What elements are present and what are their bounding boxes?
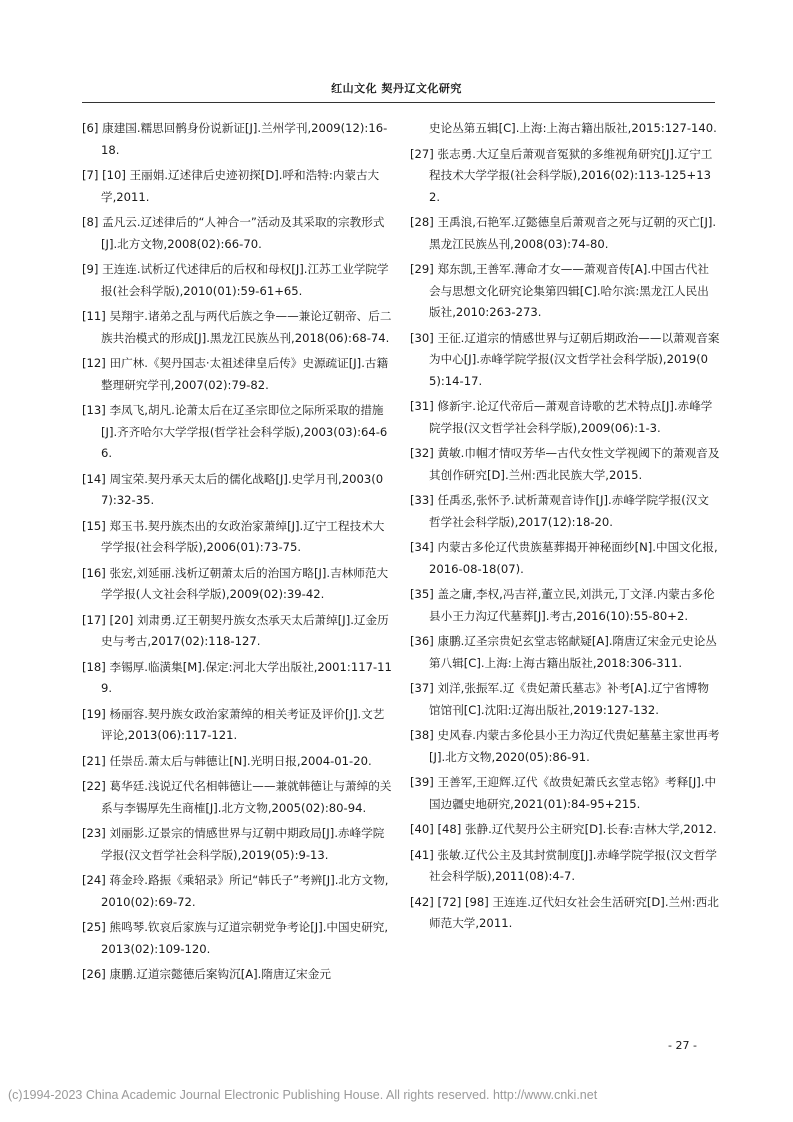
reference-item: [41] 张敏.辽代公主及其封赏制度[J].赤峰学院学报(汉文哲学社会科学版),2011(08):4-7.: [410, 847, 717, 883]
reference-item: [39] 王善军,王迎辉.辽代《故贵妃萧氏玄堂志铭》考释[J].中国边疆史地研究,2021(01):84-95+215.: [410, 775, 717, 811]
reference-item: [38] 史风春.内蒙古多伦县小王力沟辽代贵妃墓墓主家世再考[J].北方文物,2020(05):86-91.: [410, 728, 720, 764]
reference-item: [16] 张宏,刘延丽.浅析辽朝萧太后的治国方略[J].吉林师范大学学报(人文社会科学版),2009(02):39-42.: [82, 565, 389, 601]
reference-item: [13] 李凤飞,胡凡.论萧太后在辽圣宗即位之际所采取的措施[J].齐齐哈尔大学学报(哲学社会科学版),2003(03):64-66.: [82, 403, 388, 460]
reference-item: [18] 李锡厚.临潢集[M].保定:河北大学出版社,2001:117-119.: [82, 659, 392, 695]
header-rule: [82, 102, 715, 103]
reference-item: [14] 周宝荣.契丹承天太后的儒化战略[J].史学月刊,2003(07):32-35.: [82, 471, 384, 507]
reference-item: [42] [72] [98] 王连连.辽代妇女社会生活研究[D].兰州:西北师范大学,2011.: [410, 894, 719, 930]
reference-item: [24] 蒋金玲.路振《乘轺录》所记“韩氏子”考辨[J].北方文物,2010(02):69-72.: [82, 873, 389, 909]
reference-item: [15] 郑玉书.契丹族杰出的女政治家萧绰[J].辽宁工程技术大学学报(社会科学版),2006(01):73-75.: [82, 518, 385, 554]
references-left-column: [82, 118, 392, 990]
running-header: 红山文化 契丹辽文化研究: [331, 82, 462, 95]
reference-item: [6] 康建国.糯思回鹘身份说新证[J].兰州学刊,2009(12):16-18.: [82, 121, 388, 157]
copyright-footer: (c)1994-2023 China Academic Journal Electronic Publishing House. All rights reserved. http://www.cnki.net: [8, 1088, 598, 1102]
reference-item: [17] [20] 刘肃勇.辽王朝契丹族女杰承天太后萧绰[J].辽金历史与考古,2017(02):118-127.: [82, 612, 389, 648]
reference-item: [34] 内蒙古多伦辽代贵族墓葬揭开神秘面纱[N].中国文化报,2016-08-18(07).: [410, 540, 718, 576]
reference-item: [35] 盖之庸,李权,冯吉祥,董立民,刘洪元,丁文泽.内蒙古多伦县小王力沟辽代墓葬[J].考古,2016(10):55-80+2.: [410, 587, 715, 623]
reference-item: [33] 任禹丞,张怀予.试析萧观音诗作[J].赤峰学院学报(汉文哲学社会科学版),2017(12):18-20.: [410, 493, 709, 529]
reference-item: [25] 熊鸣琴.钦哀后家族与辽道宗朝党争考论[J].中国史研究,2013(02):109-120.: [82, 920, 389, 956]
reference-item: [19] 杨丽容.契丹族女政治家萧绰的相关考证及评价[J].文艺评论,2013(06):117-121.: [82, 706, 385, 742]
reference-item: [27] 张志勇.大辽皇后萧观音冤狱的多维视角研究[J].辽宁工程技术大学学报(社会科学版),2016(02):113-125+132.: [410, 146, 713, 204]
reference-item: [37] 刘洋,张振军.辽《贵妃萧氏墓志》补考[A].辽宁省博物馆馆刊[C].沈阳:辽海出版社,2019:127-132.: [410, 681, 709, 717]
reference-continuation: 史论丛第五辑[C].上海:上海古籍出版社,2015:127-140.: [429, 121, 717, 135]
reference-item: [32] 黄敏.巾帼才情叹芳华—古代女性文学视阈下的萧观音及其创作研究[D].兰州:西北民族大学,2015.: [410, 446, 720, 482]
reference-item: [36] 康鹏.辽圣宗贵妃玄堂志铭献疑[A].隋唐辽宋金元史论丛第八辑[C].上海:上海古籍出版社,2018:306-311.: [410, 634, 717, 670]
reference-item: [21] 任崇岳.萧太后与韩德让[N].光明日报,2004-01-20.: [82, 753, 372, 768]
reference-item: [23] 刘丽影.辽景宗的情感世界与辽朝中期政局[J].赤峰学院学报(汉文哲学社会科学版),2019(05):9-13.: [82, 826, 385, 862]
reference-item: [30] 王征.辽道宗的情感世界与辽朝后期政治——以萧观音案为中心[J].赤峰学院学报(汉文哲学社会科学版),2019(05):14-17.: [410, 330, 720, 388]
reference-item: [12] 田广林.《契丹国志·太祖述律皇后传》史源疏证[J].古籍整理研究学刊,2007(02):79-82.: [82, 356, 389, 392]
references-right-column: [410, 118, 720, 939]
reference-item: [11] 吴翔宇.诸弟之乱与两代后族之争——兼论辽朝帝、后二族共治模式的形成[J].黑龙江民族丛刊,2018(06):68-74.: [82, 309, 392, 345]
reference-item: [31] 修新宇.论辽代帝后—萧观音诗歌的艺术特点[J].赤峰学院学报(汉文哲学社会科学版),2009(06):1-3.: [410, 399, 713, 435]
reference-item: [7] [10] 王丽娟.辽述律后史迹初探[D].呼和浩特:内蒙古大学,2011.: [82, 168, 380, 204]
reference-item: [26] 康鹏.辽道宗懿德后案钩沉[A].隋唐辽宋金元: [82, 967, 331, 981]
reference-item: [22] 葛华廷.浅说辽代名相韩德让——兼就韩德让与萧绰的关系与李锡厚先生商榷[J].北方文物,2005(02):80-94.: [82, 779, 392, 815]
page-number: - 27 -: [668, 1039, 697, 1052]
reference-item: [29] 郑东凯,王善军.薄命才女——萧观音传[A].中国古代社会与思想文化研究论集第四辑[C].哈尔滨:黑龙江人民出版社,2010:263-273.: [410, 262, 709, 319]
reference-item: [40] [48] 张静.辽代契丹公主研究[D].长春:吉林大学,2012.: [410, 822, 717, 836]
reference-item: [28] 王禹浪,石艳军.辽懿德皇后萧观音之死与辽朝的灭亡[J].黑龙江民族丛刊,2008(03):74-80.: [410, 215, 717, 251]
reference-item: [8] 孟凡云.辽述律后的“人神合一”活动及其采取的宗教形式[J].北方文物,2008(02):66-70.: [82, 215, 385, 251]
reference-item: [9] 王连连.试析辽代述律后的后权和母权[J].江苏工业学院学报(社会科学版),2010(01):59-61+65.: [82, 262, 389, 298]
